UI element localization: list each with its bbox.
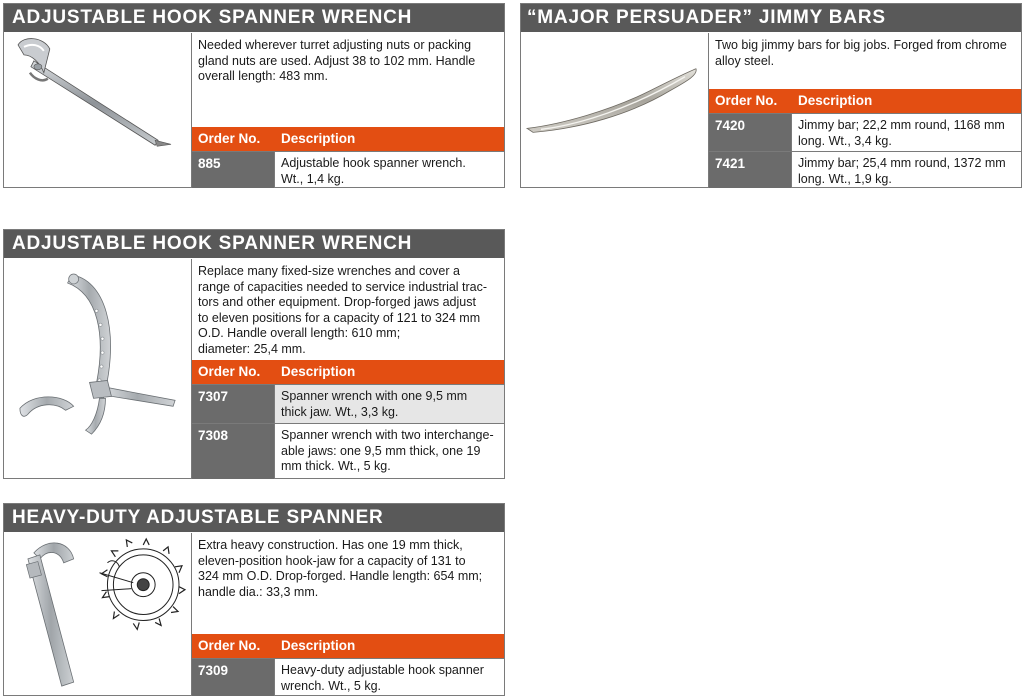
order-number: 7308: [192, 424, 275, 479]
product-panel-hook-spanner-small: [3, 3, 505, 188]
order-number: 7421: [709, 152, 792, 188]
column-header-order-no: Order No.: [198, 364, 261, 379]
product-description: Extra heavy construction. Has one 19 mm thick, eleven-position hook-jaw for a capacity of 131 to 324 mm O.D. Drop-forged. Handle length: 654 mm; handle dia.: 33,3 mm.: [198, 538, 483, 599]
product-image-hook-spanner: [4, 33, 192, 187]
panel-title: ADJUSTABLE HOOK SPANNER WRENCH: [4, 4, 504, 32]
column-header-description: Description: [798, 93, 873, 108]
heavy-duty-spanner-icon: [4, 533, 191, 695]
product-image-hook-spanner-large: [4, 259, 192, 478]
row-description: Adjustable hook spanner wrench. Wt., 1,4 kg.: [281, 156, 466, 186]
table-row: [709, 113, 1021, 151]
row-description: Spanner wrench with one 9,5 mm thick jaw. Wt., 3,3 kg.: [275, 385, 504, 423]
table-row: [709, 151, 1021, 188]
table-header: [192, 634, 504, 658]
order-number: 885: [192, 152, 275, 188]
product-description: Replace many fixed-size wrenches and cover a range of capacities needed to service industrial trac- tors and other equipment. Drop-forged jaws adjust to eleven positions for a capacity of 121 to 324 mm O.D. Handle overall length: 610 mm; diameter: 25,4 mm.: [198, 264, 488, 356]
table-row: [192, 151, 504, 188]
row-description: Jimmy bar; 25,4 mm round, 1372 mm long. Wt., 1,9 kg.: [798, 156, 1006, 186]
gear-illustration-icon: [99, 539, 184, 629]
product-panel-jimmy-bars: [520, 3, 1022, 188]
column-header-order-no: Order No.: [715, 93, 778, 108]
product-description: Two big jimmy bars for big jobs. Forged from chrome alloy steel.: [715, 38, 1007, 68]
table-row: [192, 384, 504, 423]
jimmy-bar-icon: [521, 33, 708, 187]
product-panel-heavy-duty-spanner: [3, 503, 505, 696]
order-number: 7420: [709, 114, 792, 151]
table-row: [192, 423, 504, 479]
panel-title: HEAVY-DUTY ADJUSTABLE SPANNER: [4, 504, 504, 532]
column-header-description: Description: [281, 131, 356, 146]
order-number: 7307: [192, 385, 275, 423]
hook-spanner-wrench-icon: [4, 33, 191, 187]
table-row: [192, 658, 504, 696]
row-description: Jimmy bar; 22,2 mm round, 1168 mm long. Wt., 3,4 kg.: [798, 118, 1005, 148]
row-description: Heavy-duty adjustable hook spanner wrench. Wt., 5 kg.: [281, 663, 484, 693]
hook-spanner-with-jaws-icon: [4, 259, 191, 478]
panel-title: “MAJOR PERSUADER” JIMMY BARS: [521, 4, 1021, 32]
column-header-description: Description: [281, 364, 356, 379]
product-panel-hook-spanner-large: [3, 229, 505, 479]
product-image-heavy-duty-spanner: [4, 533, 192, 695]
order-number: 7309: [192, 659, 275, 696]
product-description: Needed wherever turret adjusting nuts or packing gland nuts are used. Adjust 38 to 102 mm. Handle overall length: 483 mm.: [198, 38, 476, 83]
row-description: Spanner wrench with two interchange- able jaws: one 9,5 mm thick, one 19 mm thick. Wt., 5 kg.: [281, 428, 494, 473]
column-header-order-no: Order No.: [198, 638, 261, 653]
table-header: [709, 89, 1021, 113]
table-header: [192, 360, 504, 384]
column-header-order-no: Order No.: [198, 131, 261, 146]
panel-title: ADJUSTABLE HOOK SPANNER WRENCH: [4, 230, 504, 258]
table-header: [192, 127, 504, 151]
column-header-description: Description: [281, 638, 356, 653]
product-image-jimmy-bar: [521, 33, 709, 187]
